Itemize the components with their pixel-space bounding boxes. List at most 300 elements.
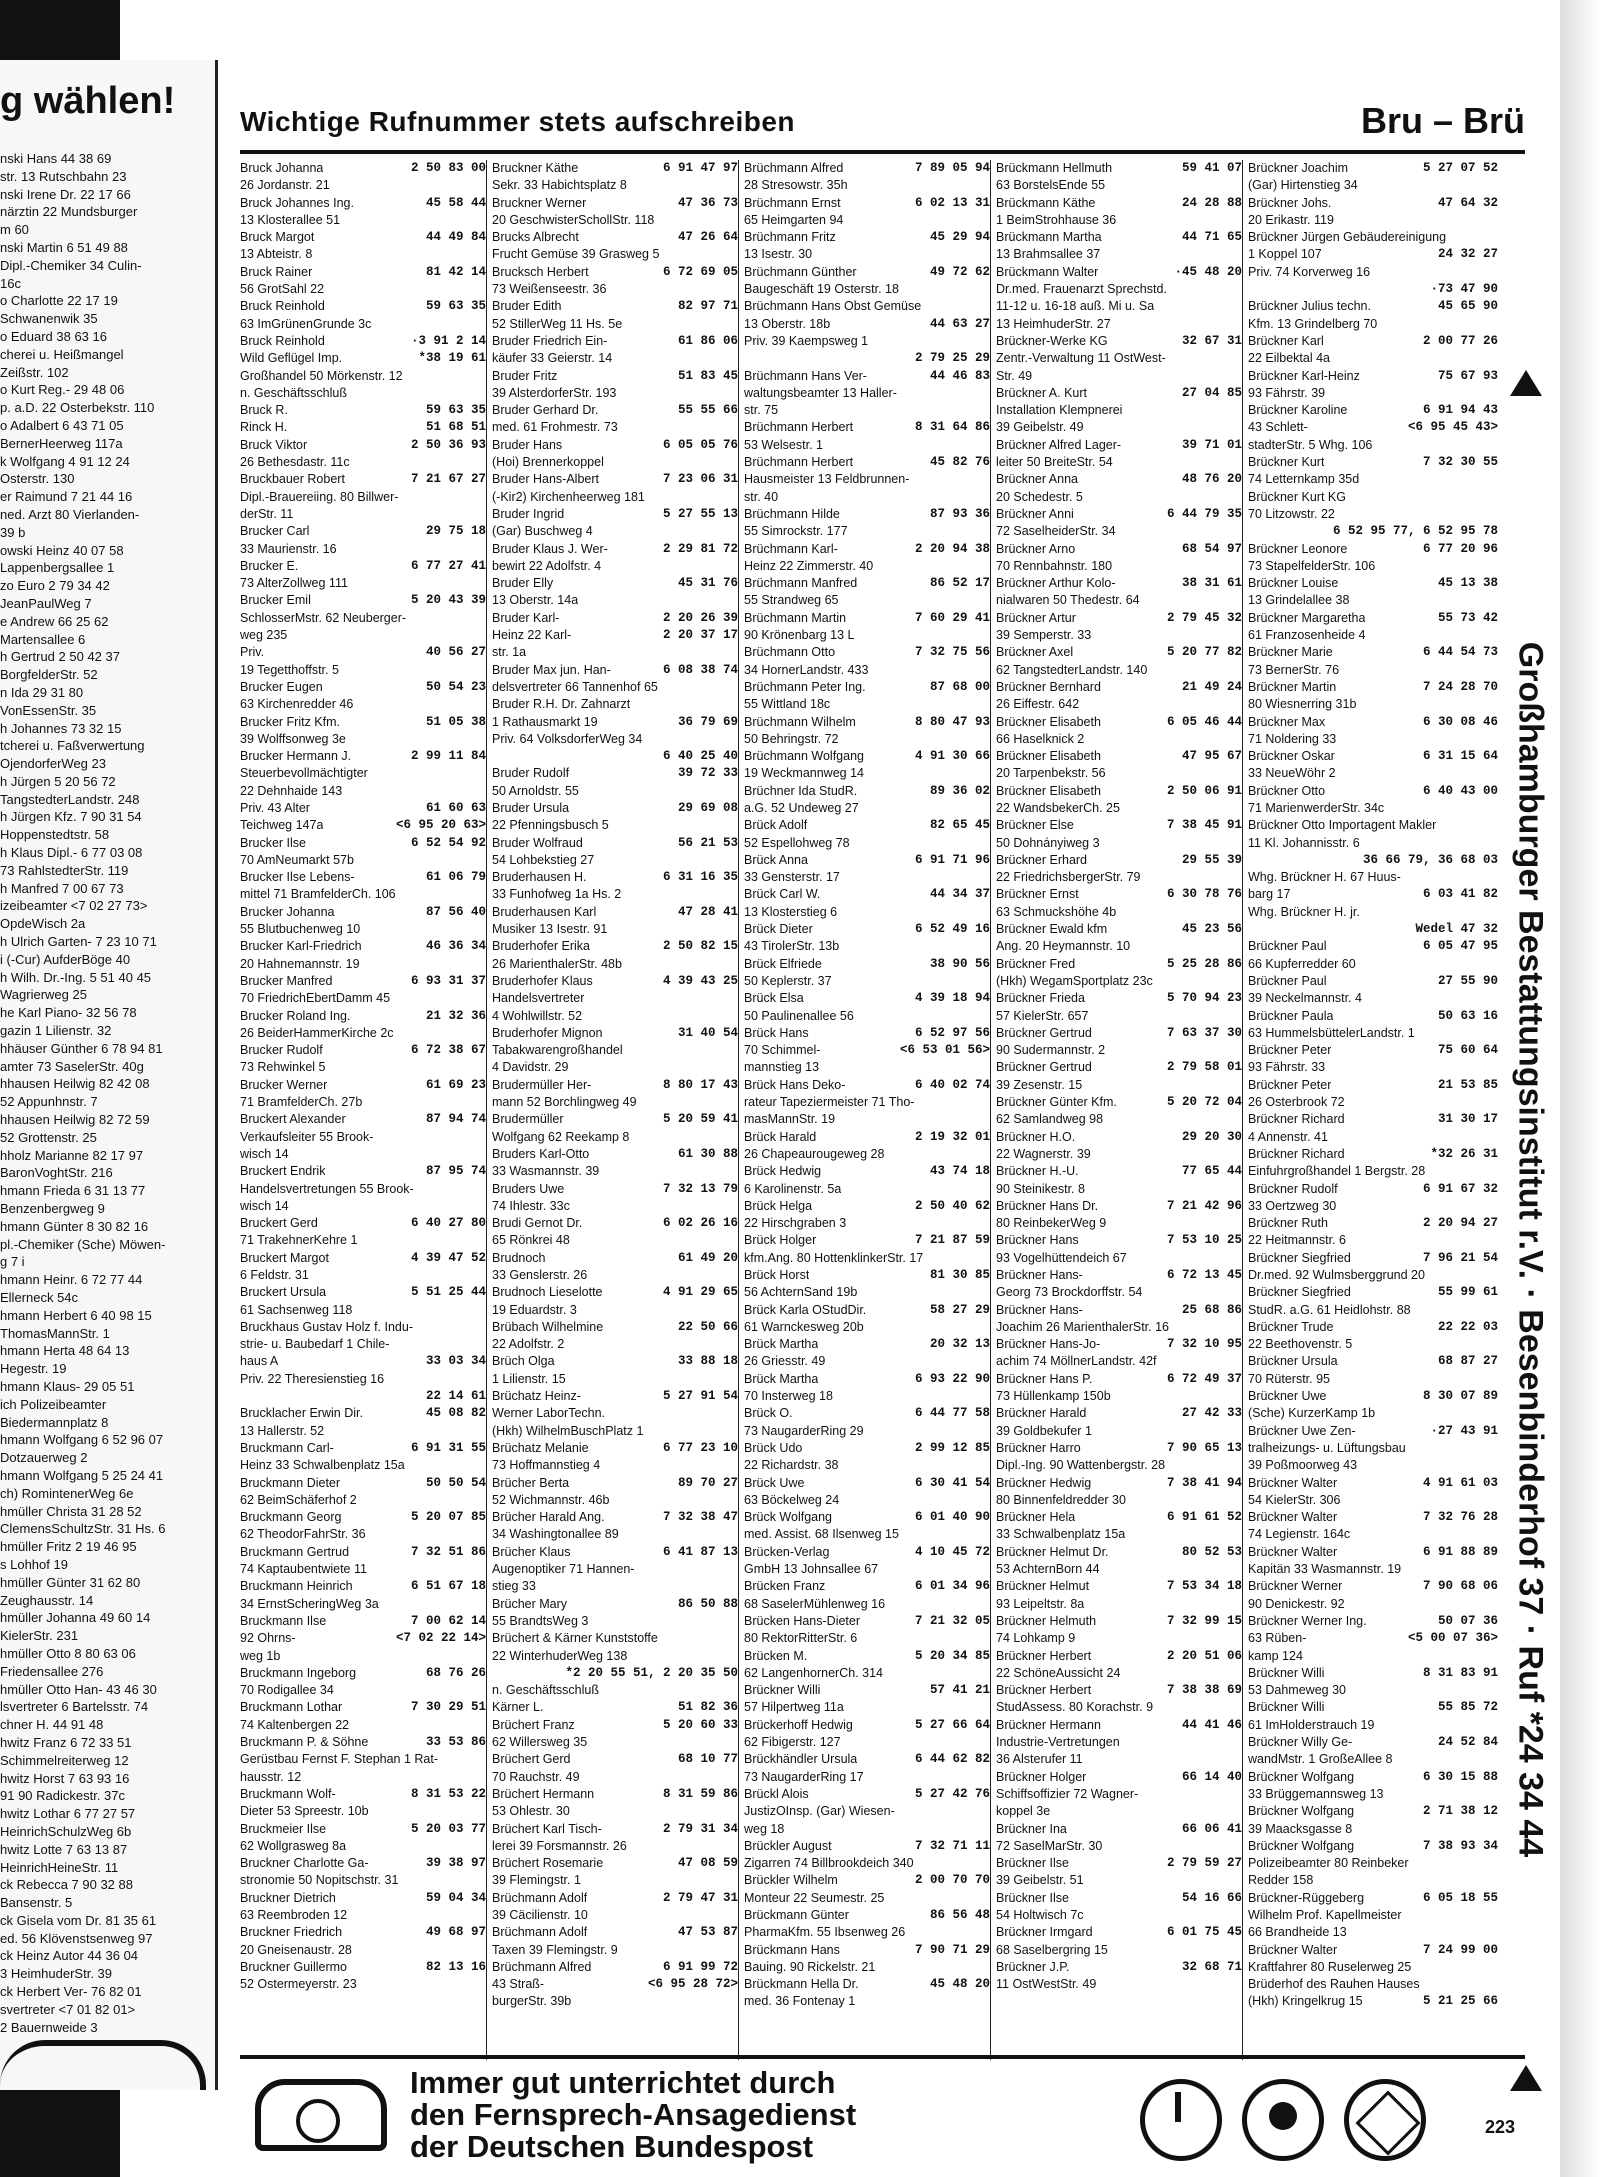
directory-entry bbox=[240, 1769, 486, 1786]
entry-name: Brucker E. bbox=[240, 558, 299, 573]
entry-name: GmbH 13 Johnsallee 67 bbox=[744, 1562, 879, 1577]
directory-entry bbox=[996, 1457, 1242, 1474]
entry-name: Bruckmann Heinrich bbox=[240, 1579, 353, 1594]
entry-phone-number: 87 94 74 bbox=[425, 1112, 486, 1127]
directory-entry bbox=[996, 817, 1242, 834]
directory-entry bbox=[492, 1526, 738, 1543]
entry-phone-number: 59 04 34 bbox=[425, 1890, 486, 1905]
entry-phone-number: 6 52 95 77, 6 52 95 78 bbox=[1332, 524, 1498, 539]
entry-name: Brückner Uwe Zen- bbox=[1248, 1423, 1356, 1438]
entry-name: Brück Holger bbox=[744, 1233, 817, 1248]
previous-page-line: Hoppenstedtstr. 58 bbox=[0, 827, 110, 843]
entry-name: Bruder Ingrid bbox=[492, 506, 565, 521]
entry-name: Brückner Gertrud bbox=[996, 1060, 1092, 1075]
entry-name: Bruckner Friedrich bbox=[240, 1925, 343, 1940]
entry-name: 13 Brahmsallee 37 bbox=[996, 247, 1101, 262]
entry-name: Brucker Hermann J. bbox=[240, 749, 352, 764]
entry-name: 28 Stresowstr. 35h bbox=[744, 178, 848, 193]
page-header-range: Bru – Brü bbox=[1360, 100, 1525, 141]
directory-entry bbox=[744, 1250, 990, 1267]
entry-phone-number: 7 38 38 69 bbox=[1166, 1683, 1242, 1698]
entry-name: Brüchmann Hilde bbox=[744, 506, 840, 521]
entry-name: Brückner Elisabeth bbox=[996, 749, 1101, 764]
entry-name: 34 Washingtonallee 89 bbox=[492, 1527, 619, 1542]
directory-entry bbox=[744, 1181, 990, 1198]
entry-name: Bruckmeier Ilse bbox=[240, 1821, 327, 1836]
directory-entry bbox=[1248, 350, 1498, 367]
entry-name: Brückner Herbert bbox=[996, 1683, 1092, 1698]
directory-entry bbox=[744, 1129, 990, 1146]
entry-name: weg 235 bbox=[240, 628, 288, 643]
previous-page-line: i (-Cur) AufderBöge 40 bbox=[0, 951, 131, 967]
entry-name: (Hkh) WegamSportplatz 23c bbox=[996, 973, 1153, 988]
footer-line-3: der Deutschen Bundespost bbox=[410, 2129, 814, 2164]
directory-entry bbox=[744, 1475, 990, 1492]
entry-name: Brückner-Rüggeberg bbox=[1248, 1890, 1365, 1905]
entry-phone-number: 49 72 62 bbox=[929, 264, 990, 279]
entry-name: Taxen 39 Flemingstr. 9 bbox=[492, 1942, 618, 1957]
directory-entry bbox=[492, 1942, 738, 1959]
entry-name: Dipl.-Ing. 90 Wattenbergstr. 28 bbox=[996, 1458, 1166, 1473]
directory-entry bbox=[744, 160, 990, 177]
entry-name: 90 Sudermannstr. 2 bbox=[996, 1043, 1106, 1058]
entry-name: Brüchmann Karl- bbox=[744, 541, 838, 556]
entry-phone-number: 6 52 97 56 bbox=[914, 1025, 990, 1040]
entry-phone-number: 24 52 84 bbox=[1437, 1735, 1498, 1750]
entry-name: 72 SaselMarStr. 30 bbox=[996, 1838, 1103, 1853]
previous-page-line: ThomasMannStr. 1 bbox=[0, 1325, 110, 1341]
entry-phone-number: 4 91 29 65 bbox=[662, 1285, 738, 1300]
entry-name: 63 Kirchenredder 46 bbox=[240, 697, 354, 712]
entry-phone-number: 7 30 29 51 bbox=[410, 1700, 486, 1715]
entry-name: 93 Fährstr. 39 bbox=[1248, 385, 1326, 400]
entry-phone-number: 5 51 25 44 bbox=[410, 1285, 486, 1300]
directory-entry bbox=[744, 281, 990, 298]
entry-phone-number: 81 42 14 bbox=[425, 264, 486, 279]
directory-entry bbox=[492, 212, 738, 229]
entry-phone-number: 82 65 45 bbox=[929, 818, 990, 833]
entry-phone-number: 86 56 48 bbox=[929, 1907, 990, 1922]
directory-entry bbox=[492, 956, 738, 973]
directory-entry bbox=[492, 1232, 738, 1249]
entry-name: 20 Schedestr. 5 bbox=[996, 489, 1083, 504]
entry-phone-number: 6 05 18 55 bbox=[1422, 1890, 1498, 1905]
entry-name: Brückner Willi bbox=[1248, 1700, 1325, 1715]
directory-entry bbox=[1248, 1146, 1498, 1163]
entry-name: Brückner Ilse bbox=[996, 1890, 1069, 1905]
entry-name: 26 Griesstr. 49 bbox=[744, 1354, 826, 1369]
entry-phone-number: 44 71 65 bbox=[1181, 230, 1242, 245]
directory-entry bbox=[492, 990, 738, 1007]
entry-phone-number: 5 27 66 64 bbox=[914, 1717, 990, 1732]
service-icons bbox=[1140, 2079, 1426, 2161]
entry-phone-number: 6 05 46 44 bbox=[1166, 714, 1242, 729]
directory-entry bbox=[744, 973, 990, 990]
entry-name: 13 Klosterallee 51 bbox=[240, 212, 341, 227]
directory-entry bbox=[492, 402, 738, 419]
directory-entry bbox=[1248, 1561, 1498, 1578]
entry-name: Bruckmann Wolf- bbox=[240, 1786, 336, 1801]
directory-entry bbox=[996, 1821, 1242, 1838]
entry-name: 39 Poßmoorweg 43 bbox=[1248, 1458, 1358, 1473]
entry-phone-number: 50 54 23 bbox=[425, 679, 486, 694]
directory-entry bbox=[240, 869, 486, 886]
entry-phone-number: 7 21 67 27 bbox=[410, 472, 486, 487]
side-advertisement bbox=[1500, 370, 1550, 2120]
directory-entry bbox=[1248, 368, 1498, 385]
entry-name: Kraftfahrer 80 Ruselerweg 25 bbox=[1248, 1959, 1412, 1974]
directory-entry bbox=[1248, 886, 1498, 903]
directory-entry bbox=[240, 627, 486, 644]
entry-name: Brückner Fred bbox=[996, 956, 1076, 971]
entry-phone-number: ·3 91 2 14 bbox=[410, 333, 486, 348]
directory-entry bbox=[240, 385, 486, 402]
entry-name: Whg. Brückner H. jr. bbox=[1248, 904, 1360, 919]
entry-phone-number: 7 24 28 70 bbox=[1422, 679, 1498, 694]
entry-phone-number: 6 44 77 58 bbox=[914, 1406, 990, 1421]
previous-page-line: hmüller Günter 31 62 80 bbox=[0, 1574, 141, 1590]
entry-name: hausstr. 12 bbox=[240, 1769, 302, 1784]
entry-name: Brückner Karoline bbox=[1248, 403, 1348, 418]
directory-entry bbox=[492, 800, 738, 817]
directory-entry bbox=[996, 1336, 1242, 1353]
directory-entry bbox=[996, 1025, 1242, 1042]
entry-name: Brücken M. bbox=[744, 1648, 808, 1663]
directory-entry bbox=[1248, 246, 1498, 263]
entry-phone-number: 47 36 73 bbox=[677, 195, 738, 210]
directory-entry bbox=[744, 783, 990, 800]
previous-page-line: er Raimund 7 21 44 16 bbox=[0, 489, 133, 505]
directory-entry bbox=[1248, 1648, 1498, 1665]
entry-phone-number: 5 20 59 41 bbox=[662, 1112, 738, 1127]
entry-phone-number: 33 03 34 bbox=[425, 1354, 486, 1369]
entry-phone-number: 6 77 27 41 bbox=[410, 558, 486, 573]
entry-name: StudR. a.G. 61 Heidlohstr. 88 bbox=[1248, 1302, 1411, 1317]
directory-entry bbox=[1248, 1993, 1498, 2010]
directory-entry bbox=[1248, 1371, 1498, 1388]
directory-entry bbox=[492, 869, 738, 886]
previous-page-line: n Ida 29 31 80 bbox=[0, 684, 84, 700]
directory-entry bbox=[240, 1786, 486, 1803]
entry-name: Brüchert Karl Tisch- bbox=[492, 1821, 602, 1836]
previous-page-line: OjendorferWeg 23 bbox=[0, 756, 106, 772]
directory-entry bbox=[1248, 696, 1498, 713]
entry-phone-number: *38 19 61 bbox=[418, 351, 486, 366]
entry-name: Brückner Siegfried bbox=[1248, 1250, 1351, 1265]
previous-page-line: ClemensSchultzStr. 31 Hs. 6 bbox=[0, 1521, 166, 1537]
entry-name: 4 Davidstr. 29 bbox=[492, 1060, 569, 1075]
entry-name: Bruckmann Dieter bbox=[240, 1475, 341, 1490]
entry-phone-number: 2 71 38 12 bbox=[1422, 1804, 1498, 1819]
directory-entry bbox=[996, 1838, 1242, 1855]
entry-name: Frucht Gemüse 39 Grasweg 5 bbox=[492, 247, 660, 262]
directory-entry bbox=[240, 1371, 486, 1388]
previous-page-line: JeanPaulWeg 7 bbox=[0, 595, 92, 611]
directory-entry bbox=[240, 783, 486, 800]
entry-name: Brückner Kurt bbox=[1248, 455, 1325, 470]
directory-entry bbox=[240, 835, 486, 852]
entry-phone-number: 5 27 55 13 bbox=[662, 506, 738, 521]
entry-name: 20 Tarpenbekstr. 56 bbox=[996, 766, 1106, 781]
directory-entry bbox=[996, 1665, 1242, 1682]
directory-entry bbox=[744, 1769, 990, 1786]
entry-phone-number: 45 29 94 bbox=[929, 230, 990, 245]
previous-page-line: 52 Appunhnstr. 7 bbox=[0, 1094, 98, 1110]
directory-entry bbox=[744, 1648, 990, 1665]
entry-name: Brückhändler Ursula bbox=[744, 1752, 858, 1767]
directory-entry bbox=[492, 1111, 738, 1128]
directory-entry bbox=[492, 662, 738, 679]
entry-phone-number: 54 16 66 bbox=[1181, 1890, 1242, 1905]
entry-phone-number: 89 36 02 bbox=[929, 783, 990, 798]
previous-page-line: zo Euro 2 79 34 42 bbox=[0, 578, 110, 594]
entry-phone-number: 55 99 61 bbox=[1437, 1285, 1498, 1300]
entry-phone-number: 57 41 21 bbox=[929, 1683, 990, 1698]
entry-name: mann 52 Borchlingweg 49 bbox=[492, 1095, 637, 1110]
entry-phone-number: 89 70 27 bbox=[677, 1475, 738, 1490]
directory-entry bbox=[996, 264, 1242, 281]
directory-entry bbox=[1248, 1250, 1498, 1267]
directory-entry bbox=[744, 1890, 990, 1907]
entry-name: Zentr.-Verwaltung 11 OstWest- bbox=[996, 351, 1166, 366]
directory-column-2 bbox=[492, 160, 739, 2060]
directory-entry bbox=[996, 212, 1242, 229]
directory-entry bbox=[744, 177, 990, 194]
directory-entry bbox=[240, 1302, 486, 1319]
directory-entry bbox=[996, 1198, 1242, 1215]
directory-entry bbox=[744, 419, 990, 436]
entry-name: Brückner Peter bbox=[1248, 1077, 1332, 1092]
directory-entry bbox=[1248, 956, 1498, 973]
entry-name: 62 TangstedterLandstr. 140 bbox=[996, 662, 1148, 677]
directory-entry bbox=[1248, 1526, 1498, 1543]
directory-entry bbox=[996, 1284, 1242, 1301]
directory-entry bbox=[744, 212, 990, 229]
entry-name: Bruders Uwe bbox=[492, 1181, 565, 1196]
previous-page-line: hmann Herta 48 64 13 bbox=[0, 1343, 130, 1359]
directory-entry bbox=[996, 990, 1242, 1007]
entry-name: Brückner Alfred Lager- bbox=[996, 437, 1122, 452]
directory-entry bbox=[1248, 558, 1498, 575]
entry-name: wisch 14 bbox=[240, 1146, 289, 1161]
directory-entry bbox=[996, 1008, 1242, 1025]
directory-entry bbox=[744, 454, 990, 471]
directory-entry bbox=[492, 1129, 738, 1146]
entry-phone-number: *2 20 55 51, 2 20 35 50 bbox=[565, 1665, 738, 1680]
entry-name: Bauing. 90 Rickelstr. 21 bbox=[744, 1959, 876, 1974]
previous-page-line: ck Herbert Ver- 76 82 01 bbox=[0, 1984, 142, 2000]
previous-page-line: Friedensallee 276 bbox=[0, 1663, 104, 1679]
directory-entry bbox=[1248, 592, 1498, 609]
directory-entry bbox=[492, 160, 738, 177]
entry-phone-number: 68 87 27 bbox=[1437, 1354, 1498, 1369]
previous-page-line: nski Irene Dr. 22 17 66 bbox=[0, 186, 131, 202]
directory-entry bbox=[744, 506, 990, 523]
entry-phone-number: 6 40 25 40 bbox=[662, 749, 738, 764]
entry-name: Brückmann Käthe bbox=[996, 195, 1096, 210]
entry-name: 74 Letternkamp 35d bbox=[1248, 472, 1360, 487]
entry-name: lerei 39 Forsmannstr. 26 bbox=[492, 1838, 627, 1853]
entry-name: Bruckner Guillermo bbox=[240, 1959, 347, 1974]
entry-name: str. 40 bbox=[744, 489, 779, 504]
entry-name: Brückner Helmut Dr. bbox=[996, 1544, 1109, 1559]
entry-name: 63 Rüben- bbox=[1248, 1631, 1307, 1646]
entry-name: Brücher Berta bbox=[492, 1475, 570, 1490]
entry-name: Brückner Kurt KG bbox=[1248, 489, 1346, 504]
entry-name: (Hkh) Kringelkrug 15 bbox=[1248, 1994, 1363, 2009]
directory-entry bbox=[996, 1353, 1242, 1370]
directory-entry bbox=[492, 489, 738, 506]
entry-name: Heinz 22 Karl- bbox=[492, 628, 572, 643]
entry-phone-number: 59 63 35 bbox=[425, 299, 486, 314]
directory-entry bbox=[744, 731, 990, 748]
entry-phone-number: 68 76 26 bbox=[425, 1665, 486, 1680]
entry-name: 74 Kaltenbergen 22 bbox=[240, 1717, 350, 1732]
entry-phone-number: 2 20 37 17 bbox=[662, 628, 738, 643]
directory-entry bbox=[996, 1163, 1242, 1180]
directory-entry bbox=[240, 1198, 486, 1215]
directory-entry bbox=[1248, 800, 1498, 817]
directory-entry bbox=[492, 1665, 738, 1682]
directory-entry bbox=[492, 852, 738, 869]
directory-entry bbox=[240, 195, 486, 212]
entry-phone-number: 5 20 07 85 bbox=[410, 1510, 486, 1525]
entry-phone-number: 5 20 60 33 bbox=[662, 1717, 738, 1732]
entry-name: 20 Hahnemannstr. 19 bbox=[240, 956, 360, 971]
entry-phone-number: 2 00 70 70 bbox=[914, 1873, 990, 1888]
entry-name: Brückner Elisabeth bbox=[996, 783, 1101, 798]
directory-entry bbox=[1248, 333, 1498, 350]
entry-phone-number: 47 95 67 bbox=[1181, 749, 1242, 764]
directory-entry bbox=[240, 1699, 486, 1716]
entry-name: 22 Dehnhaide 143 bbox=[240, 783, 343, 798]
directory-entry bbox=[1248, 195, 1498, 212]
entry-phone-number: 7 32 75 56 bbox=[914, 645, 990, 660]
directory-entry bbox=[996, 852, 1242, 869]
directory-entry bbox=[240, 852, 486, 869]
entry-name: Brüchatz Heinz- bbox=[492, 1389, 581, 1404]
entry-name: Brückner Martin bbox=[1248, 679, 1337, 694]
entry-phone-number: 5 20 34 85 bbox=[914, 1648, 990, 1663]
directory-entry bbox=[492, 575, 738, 592]
previous-page-line: HeinrichHeineStr. 11 bbox=[0, 1859, 119, 1875]
directory-entry bbox=[744, 1163, 990, 1180]
entry-name: 11-12 u. 16-18 auß. Mi u. Sa bbox=[996, 299, 1155, 314]
directory-entry bbox=[1248, 921, 1498, 938]
directory-entry bbox=[996, 921, 1242, 938]
previous-page-line: Biedermannplatz 8 bbox=[0, 1414, 109, 1430]
directory-entry bbox=[240, 1284, 486, 1301]
entry-name: Brückler Wilhelm bbox=[744, 1873, 838, 1888]
directory-entry bbox=[744, 1457, 990, 1474]
directory-entry bbox=[1248, 1215, 1498, 1232]
directory-entry bbox=[240, 1232, 486, 1249]
entry-name: 33 Maurienstr. 16 bbox=[240, 541, 337, 556]
directory-entry bbox=[996, 575, 1242, 592]
entry-name: Bruckmann Ilse bbox=[240, 1613, 327, 1628]
entry-name: 52 Espellohweg 78 bbox=[744, 835, 850, 850]
directory-entry bbox=[996, 1769, 1242, 1786]
directory-entry bbox=[996, 1302, 1242, 1319]
directory-entry bbox=[240, 1181, 486, 1198]
entry-phone-number: 6 72 13 45 bbox=[1166, 1268, 1242, 1282]
directory-entry bbox=[240, 1717, 486, 1734]
entry-name: Brückner Irmgard bbox=[996, 1925, 1093, 1940]
directory-entry bbox=[240, 489, 486, 506]
entry-name: Brückner Leonore bbox=[1248, 541, 1348, 556]
entry-name: 73 Hoffmannstieg 4 bbox=[492, 1458, 601, 1473]
entry-name: 53 Welsestr. 1 bbox=[744, 437, 823, 452]
entry-name: (Gar) Buschweg 4 bbox=[492, 524, 593, 539]
entry-name: Brückner Louise bbox=[1248, 576, 1339, 591]
entry-phone-number: 47 26 64 bbox=[677, 230, 738, 245]
directory-entry bbox=[492, 385, 738, 402]
entry-name: 20 Gneisenaustr. 28 bbox=[240, 1942, 352, 1957]
directory-entry bbox=[996, 333, 1242, 350]
directory-entry bbox=[996, 281, 1242, 298]
directory-entry bbox=[744, 1215, 990, 1232]
directory-entry bbox=[996, 1648, 1242, 1665]
previous-page-line: hmüller Fritz 2 19 46 95 bbox=[0, 1539, 137, 1555]
entry-phone-number: 45 58 44 bbox=[425, 195, 486, 210]
entry-name: 39 AlsterdorferStr. 193 bbox=[492, 385, 617, 400]
previous-page-line: amter 73 SaselerStr. 40g bbox=[0, 1058, 144, 1074]
entry-phone-number: 7 38 41 94 bbox=[1166, 1475, 1242, 1490]
directory-entry bbox=[1248, 575, 1498, 592]
entry-phone-number: <6 95 28 72> bbox=[647, 1977, 738, 1992]
entry-name: Brückmann Günter bbox=[744, 1907, 849, 1922]
entry-name: 26 Bethesdastr. 11c bbox=[240, 455, 350, 470]
entry-name: 52 StillerWeg 11 Hs. 5e bbox=[492, 316, 623, 331]
entry-name: Brüderhof des Rauhen Hauses bbox=[1248, 1977, 1420, 1992]
previous-page-line: h Jürgen Kfz. 7 90 31 54 bbox=[0, 809, 142, 825]
entry-name: 20 Erikastr. 119 bbox=[1248, 212, 1334, 227]
directory-entry bbox=[492, 1578, 738, 1595]
directory-entry bbox=[492, 1993, 738, 2010]
entry-name: 65 Rönkrei 48 bbox=[492, 1233, 570, 1248]
directory-entry bbox=[240, 679, 486, 696]
directory-entry bbox=[996, 644, 1242, 661]
entry-name: 90 Krönenbarg 13 L bbox=[744, 628, 855, 643]
entry-name: 39 Geibelstr. 49 bbox=[996, 420, 1084, 435]
entry-phone-number: 25 68 86 bbox=[1181, 1302, 1242, 1317]
previous-page-line: hhausen Heilwig 82 72 59 bbox=[0, 1112, 150, 1128]
entry-phone-number: 5 27 42 76 bbox=[914, 1786, 990, 1801]
entry-name: 71 BramfelderCh. 27b bbox=[240, 1095, 363, 1110]
entry-phone-number: 86 52 17 bbox=[929, 576, 990, 591]
side-advertisement-text: Großhamburger Bestattungsinstitut r.V. · Besenbinderhof 37 · Ruf *24 34 44 bbox=[1511, 641, 1550, 1858]
directory-entry bbox=[744, 1008, 990, 1025]
entry-name: Großhandel 50 Mörkenstr. 12 bbox=[240, 368, 403, 383]
directory-entry bbox=[240, 1042, 486, 1059]
entry-name: 6 Karolinenstr. 5a bbox=[744, 1181, 842, 1196]
directory-entry bbox=[240, 1665, 486, 1682]
directory-entry bbox=[744, 1042, 990, 1059]
directory-entry bbox=[1248, 1423, 1498, 1440]
directory-entry bbox=[240, 1094, 486, 1111]
entry-name: Polizeibeamter 80 Reinbeker bbox=[1248, 1856, 1409, 1871]
directory-entry bbox=[744, 1561, 990, 1578]
entry-name: Heinz 33 Schwalbenplatz 15a bbox=[240, 1458, 405, 1473]
entry-name: Brüchmann Peter Ing. bbox=[744, 679, 866, 694]
entry-phone-number: 8 30 07 89 bbox=[1422, 1389, 1498, 1404]
entry-phone-number: 6 31 16 35 bbox=[662, 870, 738, 885]
entry-phone-number: 5 25 28 86 bbox=[1166, 956, 1242, 971]
entry-phone-number: 5 20 72 04 bbox=[1166, 1095, 1242, 1110]
entry-name: Brückner Anna bbox=[996, 472, 1078, 487]
directory-entry bbox=[744, 800, 990, 817]
entry-name: 22 Eilbektal 4a bbox=[1248, 351, 1331, 366]
